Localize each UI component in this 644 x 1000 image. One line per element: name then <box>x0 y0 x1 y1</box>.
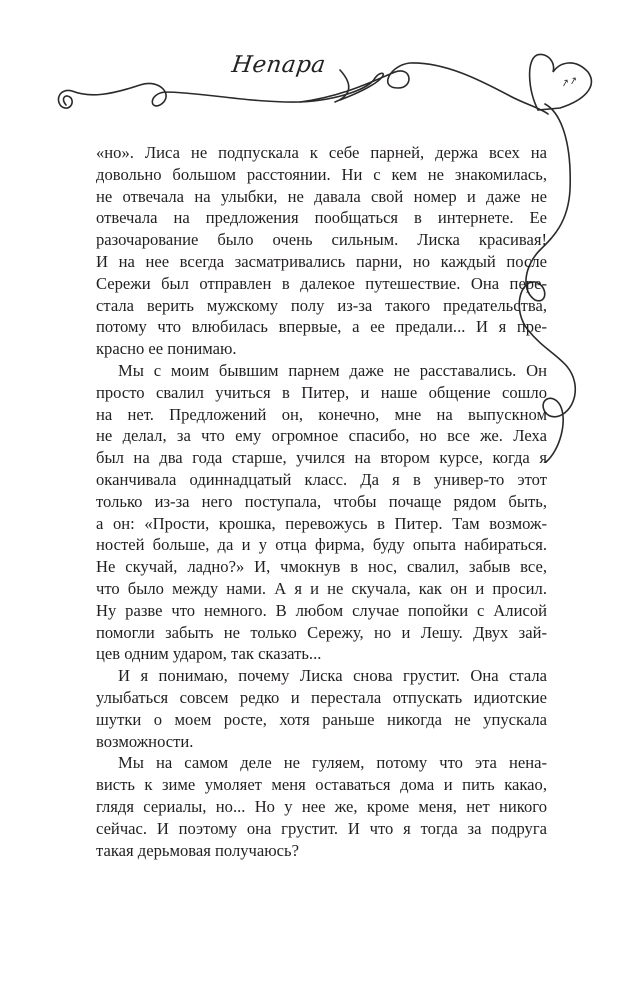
text-line: «но». Лиса не подпускала к себе парней, держа всех на <box>96 143 547 162</box>
text-line: только из-за него поступала, чтобы почаще рядом быть, <box>96 491 547 511</box>
text-line: потому что влюбилась впервые, а ее предали... И я пре- <box>96 317 547 337</box>
text-line: довольно большом расстоянии. Ни с кем не знакомилась, <box>96 164 547 184</box>
paragraph <box>96 142 547 360</box>
swirl-line <box>58 73 383 108</box>
running-head-title: Непара <box>230 52 328 78</box>
swirl-line-2 <box>300 63 548 114</box>
text-line: И я понимаю, почему Лиска снова грустит. Она стала <box>118 666 547 686</box>
text-line: Мы на самом деле не гуляем, потому что эта нена- <box>118 753 547 773</box>
text-line: сейчас. И поэтому она грустит. И что я тогда за подруга <box>96 818 547 838</box>
text-line: а он: «Прости, крошка, перевожусь в Питер. Там возмож- <box>96 513 547 533</box>
text-line: стала верить мужскому полу из-за такого предательства, <box>96 295 547 315</box>
text-line: был на два года старше, учился на втором курсе, когда я <box>96 448 547 468</box>
text-line: цев одним ударом, так сказать... <box>96 644 322 664</box>
text-line: разочарование было очень сильным. Лиска красивая! <box>96 230 547 250</box>
text-line: помогли забыть не только Сережу, но и Лешу. Двух зай- <box>96 622 547 642</box>
text-line: просто свалил учиться в Питер, и наше общение сошло <box>96 382 547 402</box>
text-line: Мы с моим бывшим парнем даже не расставались. Он <box>118 360 547 380</box>
text-line: красно ее понимаю. <box>96 339 237 359</box>
text-line: глядя сериалы, но... Но у нее же, кроме меня, нет никого <box>96 796 547 816</box>
paragraph <box>96 752 547 861</box>
paragraph <box>96 665 547 752</box>
text-line: не отвечала на улыбки, не давала свой номер и даже не <box>96 186 547 206</box>
text-line: Ну разве что немного. В любом случае попойки с Алисой <box>96 600 547 620</box>
text-line: оканчивала одиннадцатый класс. Да я в универ-то этот <box>96 469 547 489</box>
text-line: не делал, за что ему огромное спасибо, но все же. Леха <box>96 426 547 446</box>
text-line: возможности. <box>96 731 194 751</box>
text-line: такая дерьмовая получаюсь? <box>96 840 299 860</box>
text-line: что было между нами. А я и не скучала, как он и просил. <box>96 578 547 598</box>
text-line: висть к зиме умоляет меня оставаться дома и пить какао, <box>96 775 547 795</box>
text-line: Не скучай, ладно?» И, чмокнув в нос, свалил, забыв все, <box>96 557 547 577</box>
body-text <box>96 142 547 861</box>
text-line: на нет. Предложений он, конечно, мне на выпускном <box>96 404 547 424</box>
text-line: отвечала на предложения пообщаться в интернете. Ее <box>96 208 547 228</box>
text-line: И на нее всегда засматривались парни, но каждый после <box>96 251 547 271</box>
heart-mark: ↗↗ <box>559 74 579 90</box>
paragraph <box>96 360 547 665</box>
text-line: шутки о моем росте, хотя раньше никогда не упускала <box>96 709 547 729</box>
text-line: Сережи был отправлен в далекое путешествие. Она пере- <box>96 273 547 293</box>
heart-icon <box>530 54 592 110</box>
text-line: улыбаться совсем редко и перестала отпускать идиотские <box>96 687 547 707</box>
text-line: ностей больше, да и у отца фирма, буду опыта набираться. <box>96 535 547 555</box>
